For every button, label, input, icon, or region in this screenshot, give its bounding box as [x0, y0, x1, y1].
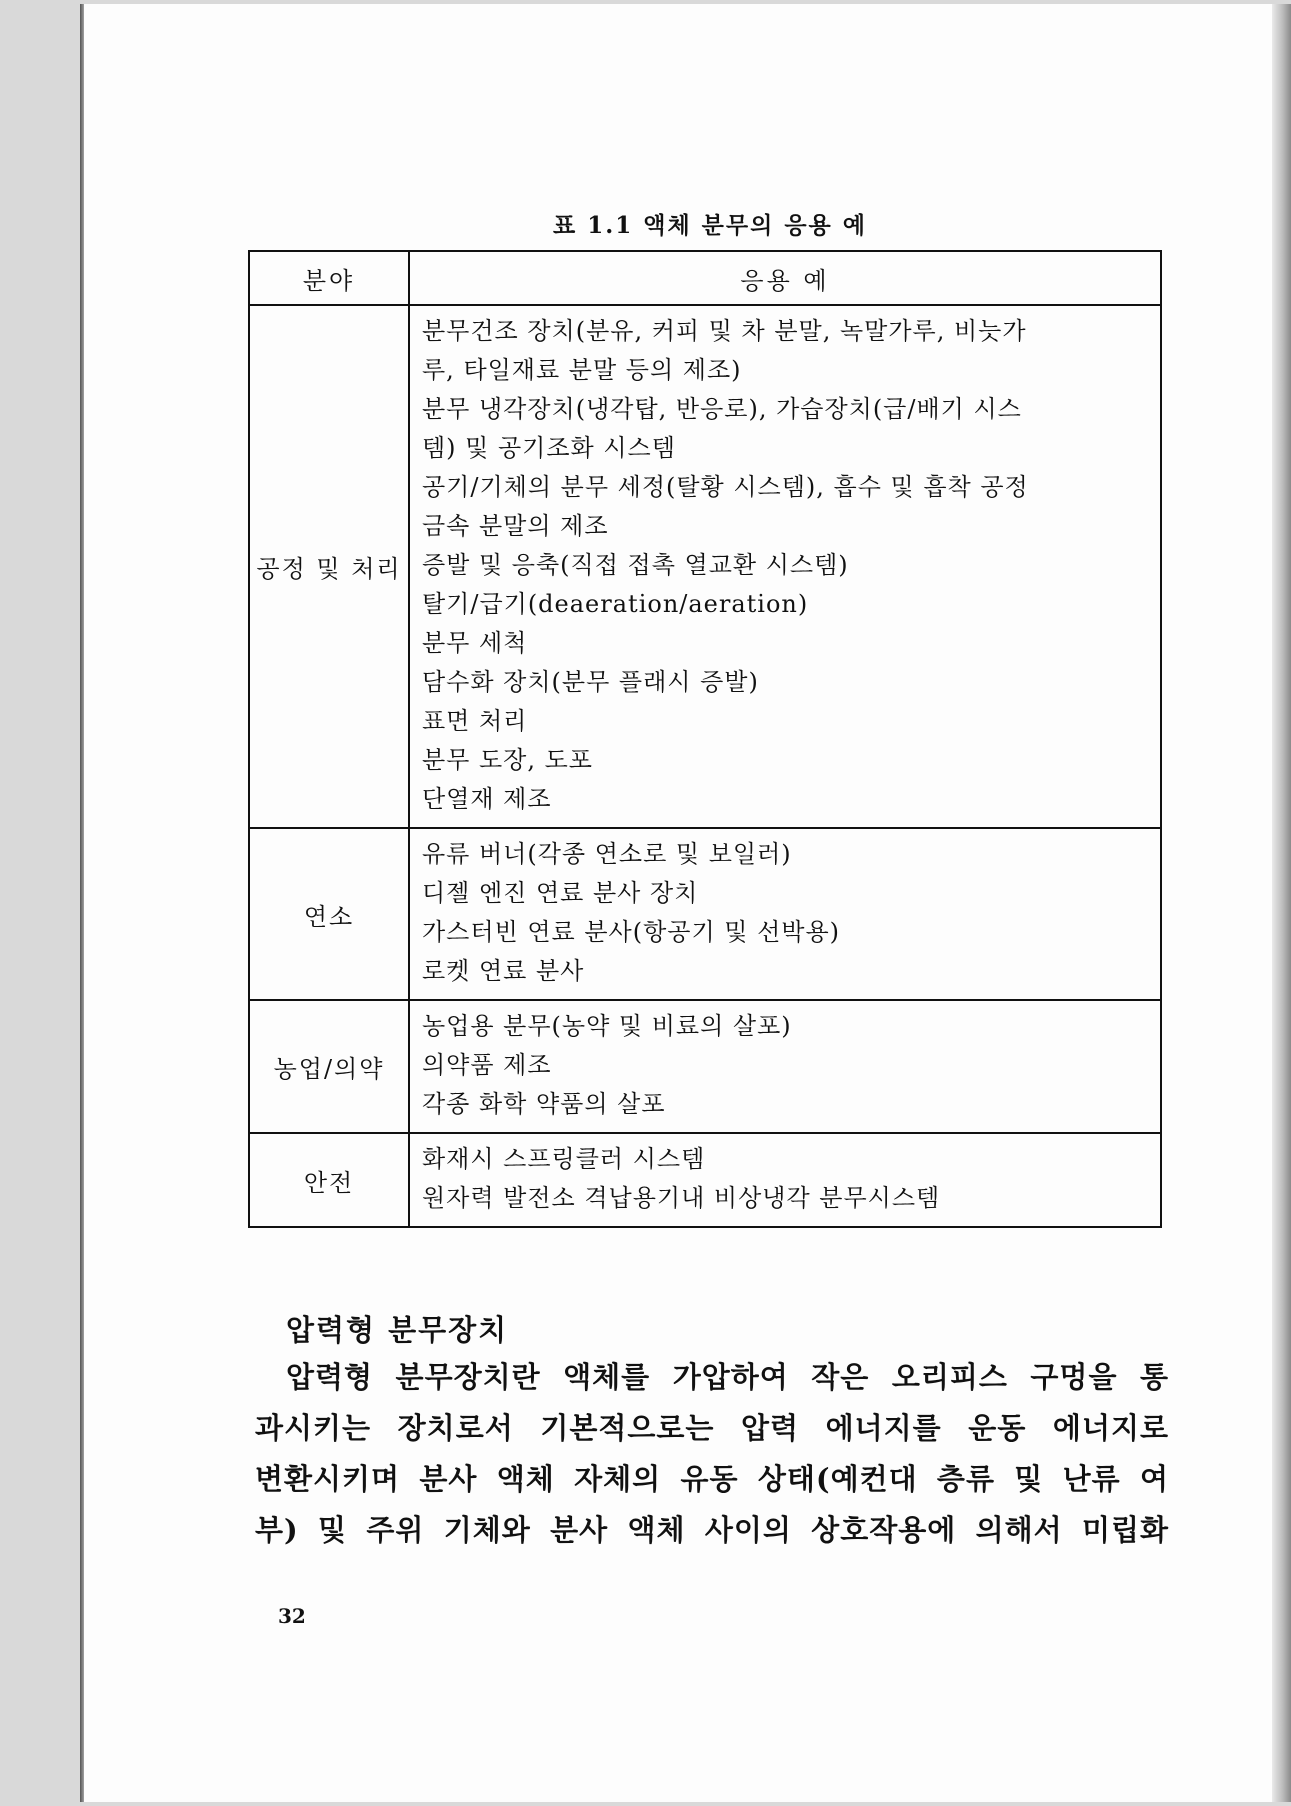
application-line: 템) 및 공기조화 시스템	[422, 434, 676, 462]
page-number: 32	[278, 1604, 306, 1628]
book-page-edge-right	[1272, 4, 1291, 1802]
row-field: 농업/의약	[249, 1000, 409, 1133]
applications-table	[248, 250, 1162, 1228]
application-line: 분무 도장, 도포	[422, 746, 593, 774]
row-field: 연소	[249, 828, 409, 1000]
application-line: 가스터빈 연료 분사(항공기 및 선박용)	[422, 918, 841, 946]
application-line: 표면 처리	[422, 707, 528, 735]
application-line: 농업용 분무(농약 및 비료의 살포)	[422, 1012, 792, 1040]
row-applications	[409, 828, 1161, 1000]
application-line: 디젤 엔진 연료 분사 장치	[422, 879, 699, 907]
row-applications	[409, 1133, 1161, 1227]
paragraph-line: 부) 및 주위 기체와 분사 액체 사이의 상호작용에 의해서 미립화	[255, 1513, 1169, 1547]
application-line: 각종 화학 약품의 살포	[422, 1090, 666, 1118]
paragraph-line: 변환시키며 분사 액체 자체의 유동 상태(예컨대 층류 및 난류 여	[255, 1462, 1169, 1496]
row-field: 공정 및 처리	[249, 305, 409, 828]
table-row	[249, 305, 1161, 828]
row-applications	[409, 1000, 1161, 1133]
application-line: 단열재 제조	[422, 785, 552, 813]
application-line: 증발 및 응축(직접 접촉 열교환 시스템)	[422, 551, 849, 579]
table-row	[249, 828, 1161, 1000]
application-line: 화재시 스프링클러 시스템	[422, 1145, 706, 1173]
header-field: 분야	[249, 251, 409, 305]
header-applications: 응용 예	[409, 251, 1161, 305]
paragraph-line: 압력형 분무장치란 액체를 가압하여 작은 오리피스 구멍을 통	[286, 1360, 1169, 1394]
application-line: 담수화 장치(분무 플래시 증발)	[422, 668, 759, 696]
application-line: 로켓 연료 분사	[422, 957, 585, 985]
section-heading: 압력형 분무장치	[286, 1313, 509, 1347]
paragraph-line: 과시키는 장치로서 기본적으로는 압력 에너지를 운동 에너지로	[255, 1411, 1169, 1445]
application-line: 분무건조 장치(분유, 커피 및 차 분말, 녹말가루, 비늣가	[422, 317, 1027, 345]
application-line: 분무 세척	[422, 629, 528, 657]
table-row	[249, 1000, 1161, 1133]
application-line: 의약품 제조	[422, 1051, 552, 1079]
application-line: 공기/기체의 분무 세정(탈황 시스템), 흡수 및 흡착 공정	[422, 473, 1029, 501]
application-line: 분무 냉각장치(냉각탑, 반응로), 가습장치(급/배기 시스	[422, 395, 1022, 423]
application-line: 원자력 발전소 격납용기내 비상냉각 분무시스템	[422, 1184, 941, 1212]
section-paragraph	[255, 1352, 1169, 1556]
table-row	[249, 1133, 1161, 1227]
application-line: 탈기/급기(deaeration/aeration)	[422, 590, 809, 618]
application-line: 유류 버너(각종 연소로 및 보일러)	[422, 840, 792, 868]
application-line: 금속 분말의 제조	[422, 512, 609, 540]
table-header-row	[249, 251, 1161, 305]
row-applications	[409, 305, 1161, 828]
row-field: 안전	[249, 1133, 409, 1227]
table-caption: 표 1.1 액체 분무의 응용 예	[552, 212, 867, 239]
application-line: 루, 타일재료 분말 등의 제조)	[422, 356, 742, 384]
